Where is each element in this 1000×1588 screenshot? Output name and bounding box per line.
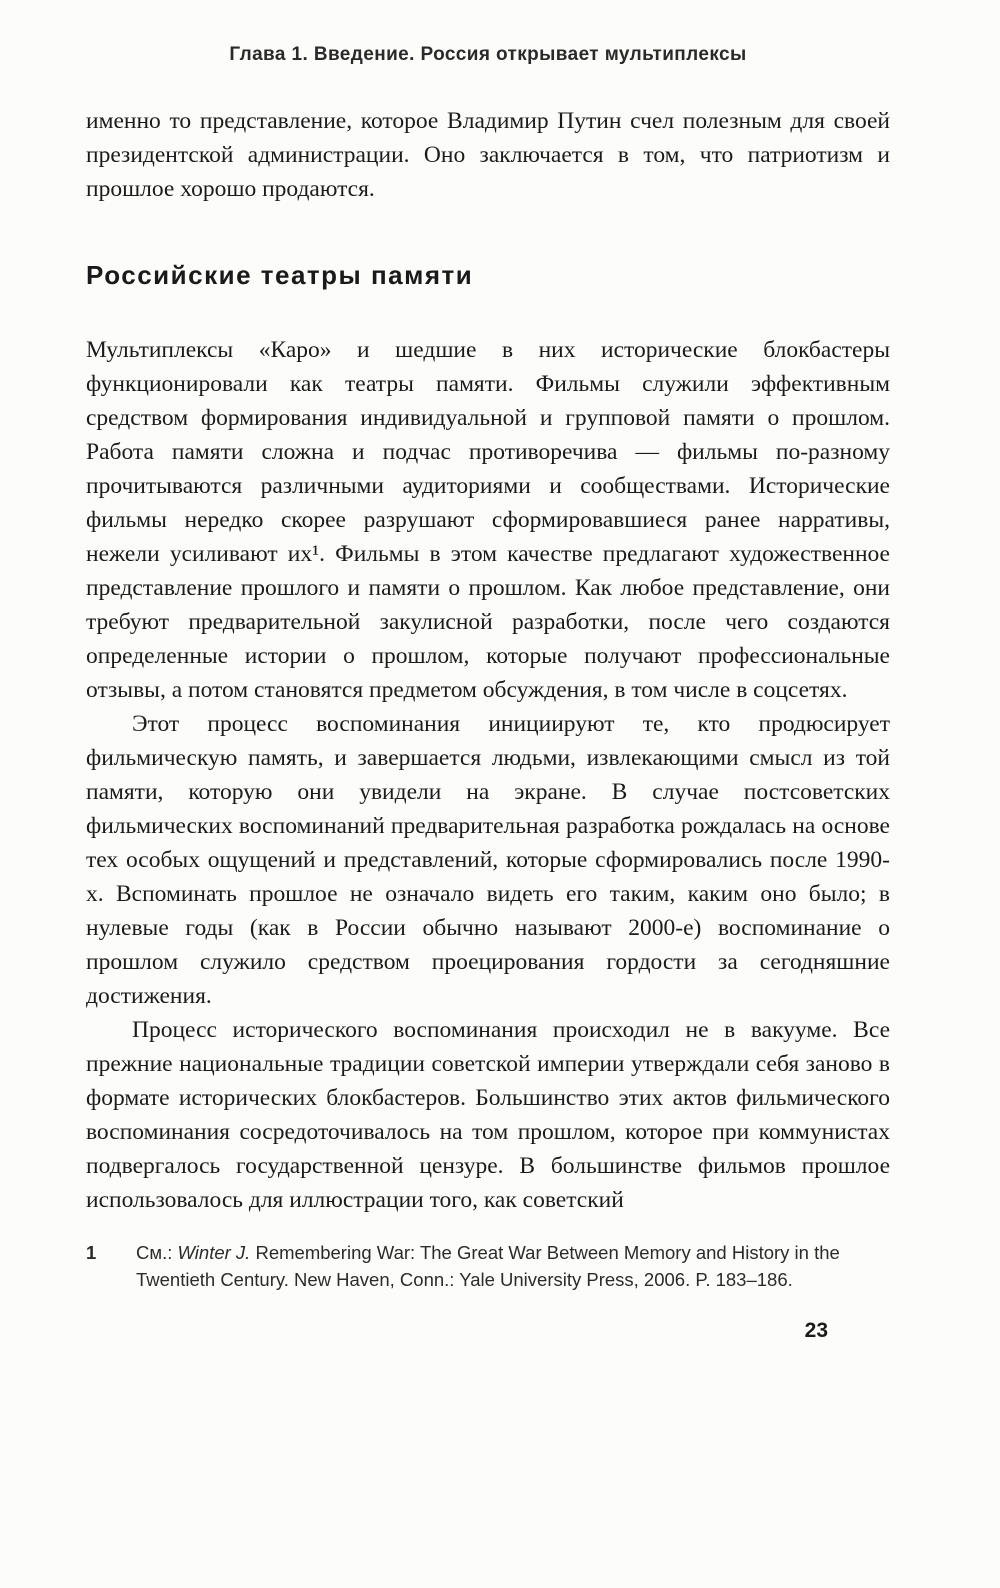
footnote-prefix: См.: <box>136 1242 178 1263</box>
paragraph-1: Мультиплексы «Каро» и шедшие в них исторические блокбастеры функционировали как театры памяти. Фильмы служили эффективным средством формирования индивидуальной и групповой памяти о прошлом. Работа памяти сложна и подчас противоречива — фильмы по-разному прочитываются различными аудиториями и сообществами. Исторические фильмы нередко скорее разрушают сформировавшиеся ранее нарративы, нежели усиливают их¹. Фильмы в этом качестве предлагают художественное представление прошлого и памяти о прошлом. Как любое представление, они требуют предварительной закулисной разработки, после чего создаются определенные истории о прошлом, которые получают профессиональные отзывы, а потом становятся предметом обсуждения, в том числе в соцсетях. <box>86 337 890 703</box>
intro-paragraph: именно то представление, которое Владимир Путин счел полезным для своей президентской администрации. Оно заключается в том, что патриотизм и прошлое хорошо продаются. <box>86 108 890 202</box>
paragraph-2: Этот процесс воспоминания инициируют те, кто продюсирует фильмическую память, и завершается людьми, извлекающими смысл из той памяти, которую они увидели на экране. В случае постсоветских фильмических воспоминаний предварительная разработка рождалась на основе тех особых ощущений и представлений, которые сформировались после 1990-х. Вспоминать прошлое не означало видеть его таким, каким оно было; в нулевые годы (как в России обычно называют 2000-е) воспоминание о прошлом служило средством проецирования гордости за сегодняшние достижения. <box>86 711 890 1009</box>
footnote-source: Winter J. <box>177 1242 251 1263</box>
footnote <box>86 1239 890 1293</box>
paragraph-3: Процесс исторического воспоминания происходил не в вакууме. Все прежние национальные традиции советской империи утверждали себя заново в формате исторических блокбастеров. Большинство этих актов фильмического воспоминания сосредоточивалось на том прошлом, которое при коммунистах подвергалось государственной цензуре. В большинстве фильмов прошлое использовалось для иллюстрации того, как советский <box>86 1017 890 1213</box>
page-number: 23 <box>804 1319 828 1342</box>
footnote-marker: 1 <box>86 1242 97 1263</box>
section-heading: Российские театры памяти <box>86 260 474 290</box>
running-head: Глава 1. Введение. Россия открывает мультиплексы <box>229 44 747 65</box>
footnote-text <box>136 1239 890 1293</box>
footnote-rest: Remembering War: The Great War Between Memory and History in the Twentieth Century. New Haven, Conn.: Yale University Press, 2006. P. 183–186. <box>136 1242 840 1290</box>
